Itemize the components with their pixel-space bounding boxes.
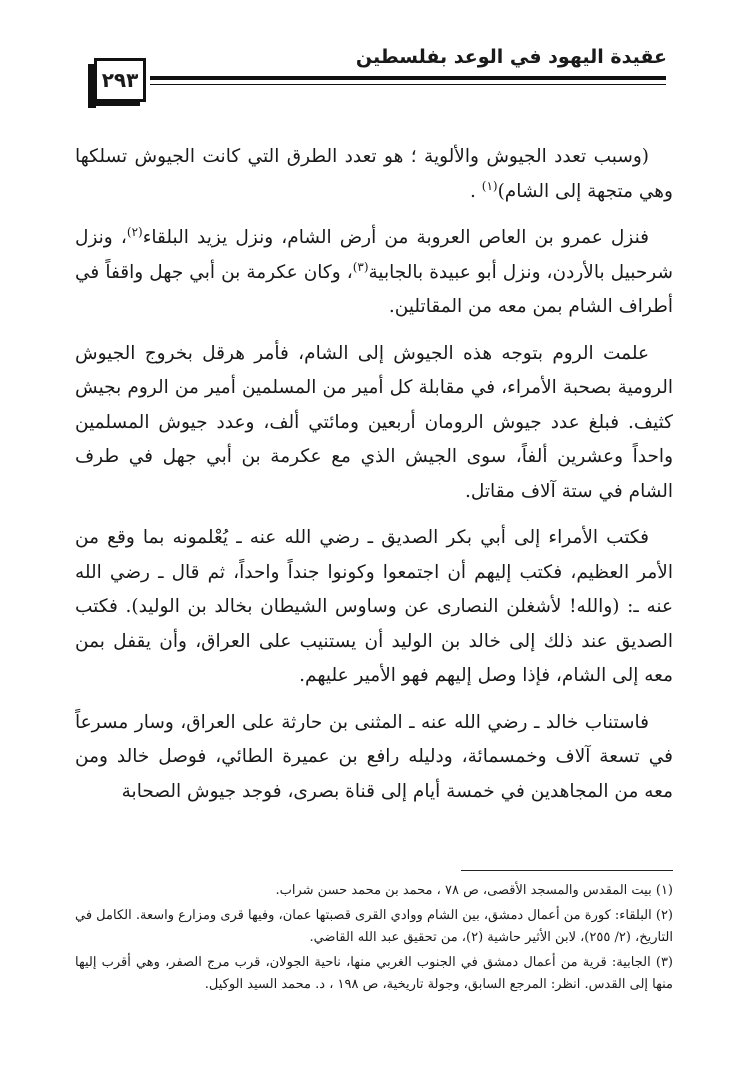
- header-rule-thin: [150, 84, 666, 85]
- paragraph-5: فاستناب خالد ـ رضي الله عنه ـ المثنى بن حارثة على العراق، وسار مسرعاً في تسعة آلاف وخمسمائة، ودليله رافع بن عميرة الطائي، فوصل خالد ومن معه من المجاهدين في خمسة أيام إلى قناة بصرى، فوجد جيوش الصحابة: [75, 711, 673, 802]
- header-rule-thick: [150, 76, 666, 80]
- paragraph-4: فكتب الأمراء إلى أبي بكر الصديق ـ رضي الله عنه ـ يُعْلمونه بما وقع من الأمر العظيم، فكتب إليهم أن اجتمعوا وكونوا جنداً واحداً، ثم قال ـ رضي الله عنه ـ: (والله! لأشغلن النصارى عن وساوس الشيطان بخالد بن الوليد). فكتب الصديق عند ذلك إلى خالد بن الوليد أن يستنيب على العراق، وأن يقفل بمن معه إلى الشام، فإذا وصل إليهم فهو الأمير عليهم.: [75, 527, 673, 686]
- footnote-ref-3[interactable]: (٣): [352, 259, 369, 274]
- footnote-separator: [461, 870, 673, 871]
- footnote-2: (٢) البلقاء: كورة من أعمال دمشق، بين الشام ووادي القرى قصبتها عمان، وفيها قرى ومزارع واسعة. الكامل في التاريخ، (٢/ ٢٥٥)، لابن الأثير حاشية (٢)، من تحقيق عبد الله القاضي.: [75, 907, 673, 945]
- paragraph-2: فنزل عمرو بن العاص العروبة من أرض الشام، ونزل يزيد البلقاء$^{(٢)}$، ونزل شرحبيل بالأردن، ونزل أبو عبيدة بالجابية$^{(٣)}$، وكان عكرمة بن أبي جهل واقفاً في أطراف الشام بمن معه من المقاتلين.: [75, 224, 673, 317]
- running-title: عقيدة اليهود في الوعد بفلسطين: [355, 46, 667, 68]
- page-number: [94, 58, 146, 102]
- footnote-ref-1[interactable]: (١): [481, 178, 498, 193]
- footnote-3: (٣) الجابية: قرية من أعمال دمشق في الجنوب الغربي منها، ناحية الجولان، قرب مرج الصفر، وهي أقرب إليها منها إلى القدس. انظر: المرجع السابق، وجولة تاريخية، ص ١٩٨ ، د. محمد السيد الوكيل.: [75, 954, 673, 992]
- footnote-ref-2[interactable]: (٢): [126, 224, 143, 239]
- paragraph-3: علمت الروم بتوجه هذه الجيوش إلى الشام، فأمر هرقل بخروج الجيوش الرومية بصحبة الأمراء، في مقابلة كل أمير من المسلمين أمير من الروم بجيش كثيف. فبلغ عدد جيوش الرومان أربعين ومائتي ألف، وعدد جيوش المسلمين واحداً وعشرين ألفاً، سوى الجيش الذي مع عكرمة بن أبي جهل في طرف الشام في ستة آلاف مقاتل.: [75, 342, 673, 502]
- body-text: [75, 140, 673, 821]
- page-number-text: ٢٩٣: [101, 68, 139, 92]
- footnote-1: (١) بيت المقدس والمسجد الأقصى، ص ٧٨ ، محمد بن محمد حسن شراب.: [275, 883, 673, 898]
- paragraph-1: (وسبب تعدد الجيوش والألوية ؛ هو تعدد الطرق التي كانت الجيوش تسلكها وهي متجهة إلى الشام)$^{(١)}$ .: [75, 146, 673, 202]
- footnotes: [75, 880, 673, 999]
